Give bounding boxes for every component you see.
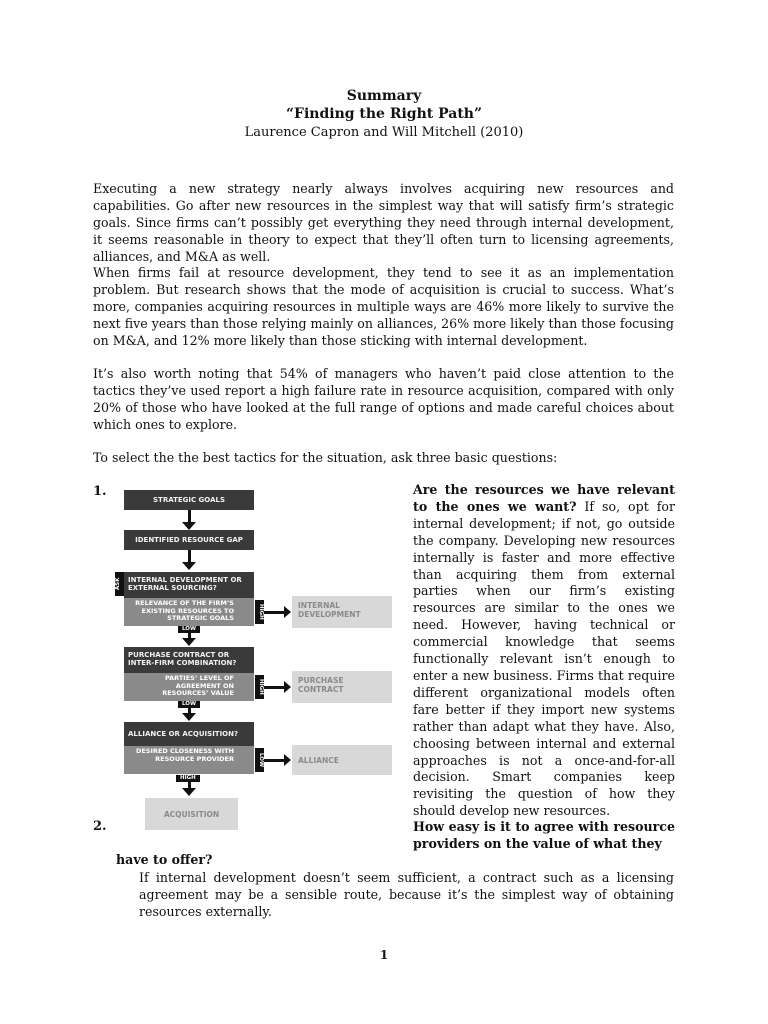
arrow-down-icon [182,788,196,796]
outcome-acquisition: ACQUISITION [145,798,238,830]
paragraph-2: When firms fail at resource development, they tend to see it as an implementation problem. But research shows that the mode of acquisition is crucial to success. What’s more, companies acquiring resources in multiple ways are 46% more likely to survive the next five years than those relying mainly on alliances, 26% more likely than those focusing on M&A, and 12% more likely than those sticking with internal development. [93,265,674,348]
page-title: Summary [346,88,422,104]
connector-line [264,611,284,614]
low-label-3: LOW [255,748,264,772]
criterion-box-1: RELEVANCE OF THE FIRM’S EXISTING RESOURCES TO STRATEGIC GOALS [124,598,254,626]
high-label-1: HIGH [255,600,264,624]
criterion-box-3: DESIRED CLOSENESS WITH RESOURCE PROVIDER [124,746,254,774]
low-label-2: LOW [178,701,200,708]
paragraph-1: Executing a new strategy nearly always involves acquiring new resources and capabilities. Go after new resources in the simplest way that will satisfy firm’s strategic goals. Since firms can’t possibly get everything they need through internal development, it seems reasonable in theory to expect that they’ll often turn to licensing agreements, alliances, and M&A as well. [93,181,674,264]
arrow-down-icon [182,638,196,646]
decision-flowchart [112,484,402,832]
low-label-1: LOW [178,626,200,633]
paragraph-4: To select the the best tactics for the situation, ask three basic questions: [93,450,558,465]
question-1-heading: Are the resources we have relevant to the ones we want? [413,482,675,514]
question-2-heading: How easy is it to agree with resource providers on the value of what they [413,819,675,851]
question-1-text [413,482,675,820]
question-1-answer: If so, opt for internal development; if not, go outside the company. Developing new resources internally is faster and more effective than acquiring them from external parties when our firm’s existing resources are similar to the ones we need. However, having technical or commercial knowledge that seems functionally relevant isn’t enough to enter a new business. Firms that require different organizational models often fare better if they import new systems rather than adapt what they have. Also, choosing between internal and external approaches is not a once-and-for-all decision. Smart companies keep revisiting the question of how they should develop new resources. [413,498,675,819]
arrow-right-icon [284,681,291,693]
ask-label: ASK [115,572,124,596]
connector-line [264,686,284,689]
question-2-answer: If internal development doesn’t seem sufficient, a contract such as a licensing agreement may be a sensible route, because it’s the simplest way of obtaining resources externally. [139,870,674,919]
question-box-3: ALLIANCE OR ACQUISITION? [124,722,254,746]
authors-line: Laurence Capron and Will Mitchell (2010) [244,125,524,140]
connector-line [188,510,191,522]
high-label-3: HIGH [176,775,200,782]
connector-line [188,550,191,562]
question-number-2: 2. [93,819,107,834]
page-number: 1 [379,948,389,962]
question-2-heading-continued: have to offer? [116,852,213,867]
paragraph-3: It’s also worth noting that 54% of managers who haven’t paid close attention to the tactics they’ve used report a high failure rate in resource acquisition, compared with only 20% of those who have looked at the full range of options and made careful choices about which ones to explore. [93,366,674,432]
arrow-right-icon [284,754,291,766]
outcome-alliance: ALLIANCE [292,745,392,775]
identified-gap-box: IDENTIFIED RESOURCE GAP [124,530,254,550]
question-box-2: PURCHASE CONTRACT OR INTER-FIRM COMBINATION? [124,647,254,673]
outcome-internal-development: INTERNAL DEVELOPMENT [292,596,392,628]
arrow-down-icon [182,713,196,721]
arrow-down-icon [182,562,196,570]
page-subtitle: “Finding the Right Path” [285,106,483,122]
arrow-right-icon [284,606,291,618]
question-box-1: INTERNAL DEVELOPMENT OR EXTERNAL SOURCING? [124,572,254,598]
strategic-goals-box: STRATEGIC GOALS [124,490,254,510]
question-number-1: 1. [93,484,107,499]
connector-line [264,759,284,762]
criterion-box-2: PARTIES’ LEVEL OF AGREEMENT ON RESOURCES’ VALUE [124,673,254,701]
outcome-purchase-contract: PURCHASE CONTRACT [292,671,392,703]
high-label-2: HIGH [255,675,264,699]
arrow-down-icon [182,522,196,530]
